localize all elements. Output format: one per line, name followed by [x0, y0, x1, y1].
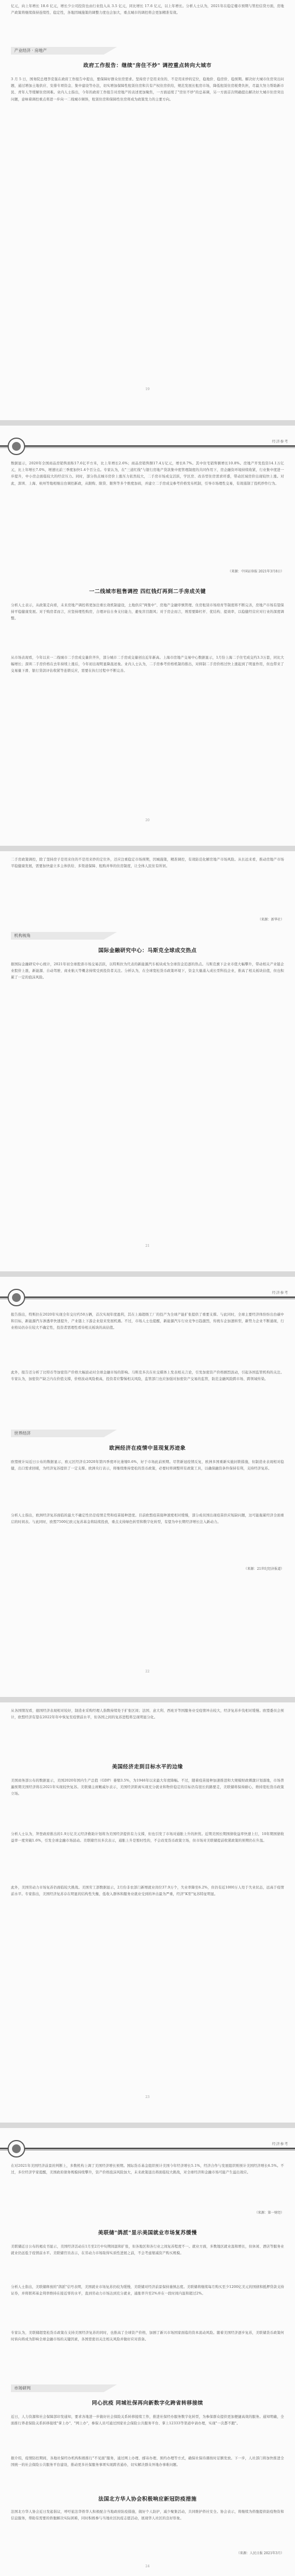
paragraph: 此外，报告还分析了比特币等加密资产价格大幅波动对全球金融市场的影响。马斯克多次在社交媒体上发表相关言论，引发加密资产价格剧烈波动，引起各国监管机构的关注。专家认为，加密资产缺乏内在价值支撑，价格波动风险极高，投资者应警惕相关风险，监管部门也应加强对加密资产交易的监管，防范金融风险跨市场、跨领域传染。: [11, 1371, 284, 1382]
article-headline: 美联储"鸽派"显示美国就业市场复苏缓慢: [98, 2230, 197, 2236]
section-label: 产业经济 · 房地产: [14, 48, 47, 53]
paragraph: 从各国情况看，德国经济表现相对较好，制造业采购经理人指数持续处于扩张区间；法国、意大利、西班牙等国服务业受疫情冲击较大，经济复苏步伐相对缓慢。欧盟委员会预计，欧盟经济有望在2022年年中恢复至疫情前水平，但各国之间的复苏进程将呈现明显分化。: [11, 1709, 284, 1720]
article-headline: 同心抗疫 同城社保再向新数字化跨省转移接续: [92, 2400, 203, 2406]
paragraph: 在对2021年美国经济前景的判断上，多数机构上调了美国经济增长预期。国际货币基金组织预计美国今年经济增长5.1%，经济合作与发展组织则预计美国经济增长6.5%。不过，多位经济学家提醒，美国政府债务规模持续攀升，资产价格泡沫风险加大，未来政策退出将面临较大挑战，对全球经济和金融市场可能产生溢出效应。: [11, 2164, 284, 2175]
page-1: [0, 0, 295, 420]
page-3: [0, 851, 295, 1271]
paragraph: 报告指出，特斯拉在2020年实现全年交付约50万辆，首次实现年度盈利，其在上海超级工厂的投产为全球产能扩张提供了重要支撑。与此同时，全球主要经济体纷纷出台碳中和目标，新能源汽车渗透率快速提升，产业链上下游企业迎来发展机遇。不过，市场人士也提醒，新能源汽车行业竞争日趋激烈，传统车企加速转型，新势力企业不断涌现，行业格局仍存在较大不确定性，投资者需理性看待相关板块的高估值。: [11, 1313, 284, 1330]
paragraph: 美联储近日公布的褐皮书显示，美国经济活动在1月至2月中旬期间温和扩张，但各地区和各行业之间复苏程度不一。就业方面，多数地区就业温和增长，但休闲、酒店等服务业就业仍远低于疫情前水平。美联储官员表示，在劳动力市场取得实质性进展之前，不会考虑缩减资产购买规模。: [11, 2245, 284, 2256]
article-headline: 国际金融研究中心：马斯克全球成交热点: [98, 948, 197, 954]
section-label: 市场研判: [14, 2386, 31, 2390]
source-note: （来源：第一财经）: [254, 2211, 284, 2215]
source-note: （来源：中国证券报 2021年3月8日）: [228, 570, 284, 573]
article-headline: 法国北方华人协会积极响应新冠防疫措施: [98, 2496, 197, 2502]
paragraph: 专家认为，美联储超宽松货币政策在支持美国经济复苏的同时，也推高了全球资产价格，加剧了新兴市场国家面临的资本流动风险。随着美国经济逐步复苏，美联储货币政策何时转向将成为影响全球金融市场的关键因素，各国需密切关注相关风险并做好应对准备。: [11, 2331, 284, 2342]
article-headline: 一二线城市租售调控 四红钱灯再到二手房成关键: [89, 589, 206, 595]
paragraph: 分析人士认为，拜登政府推出的1.9万亿美元经济救助计划将为美国经济提供有力支撑，但也引发了市场对通胀上升的担忧。近期美国长期国债收益率快速上行，10年期国债收益率一度突破1.6%，引发全球金融市场波动。美联储官员多次表示，通胀上升是暂时性的，不会改变货币政策立场，但市场对美联储提前收紧政策的预期仍在升温。: [11, 1832, 284, 1843]
logo-icon: [8, 438, 25, 455]
article-headline: 美国经济走到目标水平的边缘: [111, 1764, 183, 1770]
logo-icon: [8, 1289, 25, 1306]
paragraph: 从市场表现看，今年以来一二线城市二手房成交量价齐升，部分城市二手房成交量创出近年新高。上海市房地产交易中心数据显示，1月份上海二手住宅成交约3.3万套，同比大幅增长；深圳二手房价格在去年持续上涨后，今年初出现明显降温迹象。业内人士认为，二手房参考价格机制的推出，对抑制二手房价格过快上涨起到了明显作用，但也带来了交易量下滑、银行贷款评估收紧等连锁反应，需要在执行过程中不断完善。: [11, 656, 284, 673]
paragraph: 亿元，向上年增长 18.6 亿元，增长少公司投资也由行业投入从 3.5 亿元，同比增长 17.6 亿元，以上年增长。分析人士认为，2021年在稳定楼市预期与管控信贷方面，房地产政策将继续保持连续性、稳定性，各地因城施策的调整力度也会加大，重点城市的调控将会更加精准有效。: [11, 4, 284, 15]
article-headline: 政府工作报告：继续"房住不炒" 调控重点转向大城市: [83, 63, 212, 69]
section-banner: [11, 47, 104, 55]
paragraph: 数据显示，2020年全国商品房销售面积17.6亿平方米，比上年增长2.6%；商品房销售额17.4万亿元，增长8.7%。其中住宅销售额增长10.8%。房地产开发投资14.1万亿元，比上年增长7.0%，增速比前三季度加快1.4个百分点。专家认为，在"三道红线"与银行房地产贷款集中度管理制度的共同作用下，房企融资环境持续收紧，行业集中度进一步提升，中小房企面临较大的经营压力。同时，部分热点城市房价上涨压力依然较大，二手房市场成交活跃，学区房、改善型住房需求旺盛，带动区域房价出现较快上涨。对此，深圳、上海、杭州等地相继出台调控新政，从限购、限贷、限售等多个维度加码，并建立二手房成交参考价格发布机制，引导市场理性交易，有效遏制了投机炒作行为。: [11, 462, 284, 486]
page-number: 19: [145, 387, 150, 391]
page-number: 24: [145, 2565, 150, 2568]
paragraph: 分析人士指出，欧洲经济复苏面临的最大不确定性仍是疫情走势和疫苗接种进度。目前欧盟疫苗接种速度相对缓慢，部分成员国出现疫苗供应短缺问题，这可能拖累经济全面重启的时间表。与此同时，欧盟7500亿欧元复苏基金将陆续投放，重点支持绿色转型和数字化转型，有望为中长期经济增长注入新动力。: [11, 1514, 284, 1525]
page-2: [0, 426, 295, 846]
section-label: 机构视角: [14, 933, 31, 938]
page-header: [0, 2140, 295, 2156]
paragraph: 此外，美国劳动力市场复苏仍面临较大挑战。美国劳工部数据显示，2月份非农部门新增就业岗位37.9万个，失业率降至6.2%，但仍有近1000万人处于失业状态，远高于疫情前水平。专家指出，美国经济复苏存在明显的结构性失衡，低收入群体和服务业就业受到的冲击最为严重，经济"K型"复苏特征明显。: [11, 1886, 284, 1897]
page-4: [0, 1277, 295, 1697]
paragraph: 分析人士表示，从政策走向看，未来房地产调控将更加注重长效机制建设，土地供应"两集中"、房地产金融审慎管理、住房租赁市场培育等制度将不断完善，房地产市场有望保持平稳健康发展。对于购房者而言，应坚持理性购房，合理评估自身支付能力，避免盲目跟风；对于房企而言，则需要降杠杆、优结构、提效率，以稳健经营应对行业的深度调整。: [11, 603, 284, 621]
paragraph: 法国北方华人协会近日发起倡议，呼吁旅法华侨华人积极配合当地政府防疫措施，做好个人防护，减少聚集活动，共同维护侨社安全。协会表示，将继续为侨胞提供防疫物资和信息服务，帮助有需要的侨胞解决实际困难，同时积极参与当地社区抗疫志愿活动，展现华人社区的良好形象。: [11, 2510, 284, 2521]
header-brand: 经济参考: [272, 439, 288, 444]
header-brand: 经济参考: [272, 1290, 288, 1295]
source-note: （来源：21世纪经济报道）: [244, 1567, 284, 1571]
page-number: 23: [145, 2095, 150, 2099]
paragraph: 近日，人力资源和社会保障部印发通知，要求各地进一步做好社会保险关系转移接续工作，推进社保经办服务数字化转型，为参保群众提供更加便捷高效的服务。通知明确，全面推行养老保险关系转移接续"掌上办"、"网上办"，参保人员可通过国家社会保险公共服务平台、掌上12333等渠道申请办理，实现"一次都不跑"。: [11, 2415, 284, 2426]
paragraph: 据国际金融研究中心统计，2021年初全球股票市场交易活跃，以特斯拉为代表的新能源汽车板块成为全球资金追逐的热点。马斯克旗下企业市值大幅攀升，带动相关产业链企业股价上涨，新能源、自动驾驶、商业航天等概念持续受到投资者关注。分析认为，在全球宽松货币政策环境下，资金大量涌入成长型科技企业，推高了相关板块估值，但也积累了一定的泡沫风险。: [11, 963, 284, 980]
section-banner: [11, 932, 104, 940]
paragraph: 美国商务部公布的数据显示，美国2020年国内生产总值（GDP）萎缩3.5%，为1946年以来最大年度降幅。不过，随着疫苗接种加速推进和大规模财政刺激计划落地，市场普遍预期美国经济将在2021年实现较快复苏。美联储主席鲍威尔表示，美国经济距离实现充分就业和物价稳定的目标仍有很长的路要走，美联储将保持耐心，维持宽松货币政策立场。: [11, 1779, 284, 1796]
page-number: 21: [145, 1244, 150, 1248]
page-number: 22: [145, 1670, 150, 1673]
page-6: [0, 2128, 295, 2576]
paragraph: 3 月 5 日，国务院总理李克强在政府工作报告中提出，要保障好群众住房需求。坚持房子是用来住的、不是用来炒的定位，稳地价、稳房价、稳预期。解决好大城市住房突出问题，通过增加土地供应、安排专项资金、集中建设等办法，切实增加保障性租赁住房和共有产权住房供给，规范发展长租房市场，降低租赁住房税费负担，尽最大努力帮助新市民、青年人等缓解住房困难。业内人士指出，今年的政府工作报告对房地产的表述更加聚焦，一方面延续了"房住不炒"的总基调，另一方面首次明确提出解决好大城市住房突出问题，意味着调控重点将进一步向一二线城市倾斜，租赁住房和保障性住房将成为政策发力的主要方向。: [11, 77, 284, 101]
source-note: （来源：新华社）: [257, 918, 284, 922]
section-banner: [11, 1430, 104, 1437]
section-label: 世界经济: [14, 1431, 31, 1436]
source-note: （来源：人民日报 2021年3月）: [237, 2551, 284, 2555]
section-banner: [11, 2384, 104, 2392]
article-headline: 欧洲经济在疫情中显现复苏迹象: [109, 1445, 186, 1451]
page-header: [0, 1289, 295, 1305]
page-number: 20: [145, 818, 150, 822]
header-brand: 经济参考: [272, 2142, 288, 2146]
paragraph: 据介绍，疫情防控期间，各地社保经办机构积极推行"不见面"服务，通过网上办理、邮寄办理、预约办理等方式，确保社保待遇按时足额发放。下一步，人社部门将加快推进全国统一的社会保险公共服务平台建设，推动更多社保服务事项实现跨省通办，切实解决群众异地办事难问题。: [11, 2457, 284, 2467]
paragraph: 二手房政策调控，除了坚持房子是用来住的不是用来炒的定位外，还应注重稳定市场预期，因城施策，精准调控，有效防范化解房地产市场风险。从长远来看，推动房地产市场平稳健康发展，需要加快建立多主体供给、多渠道保障、租购并举的住房制度，让全体人民住有所居。: [11, 858, 284, 869]
paragraph: 欧盟统计局近日公布的数据显示，欧元区经济在2020年第四季度环比萎缩0.6%，好于市场此前预期。尽管新冠疫情反复，欧洲多国重新实施封锁措施，但制造业表现相对稳健，出口需求回暖，为经济复苏提供了一定支撑。欧洲央行表示，将继续维持宽松的货币政策，必要时将调整所有政策工具，以确保融资条件保持有利，支持经济复苏。: [11, 1460, 284, 1471]
page-header: [0, 438, 295, 454]
logo-icon: [8, 2140, 25, 2157]
page-5: [0, 1702, 295, 2123]
paragraph: 分析人士指出，美联储释放的"鸽派"信号表明，美国就业市场复苏仍较为缓慢，美联储对经济前景保持谨慎态度。美联储将继续每月购买至少1200亿美元的国债和抵押贷款支持证券，并将联邦基金利率维持在接近零的水平，直到劳动力市场达到充分就业，通胀率升至2%并在一段时间内温和超过2%。: [11, 2285, 284, 2296]
